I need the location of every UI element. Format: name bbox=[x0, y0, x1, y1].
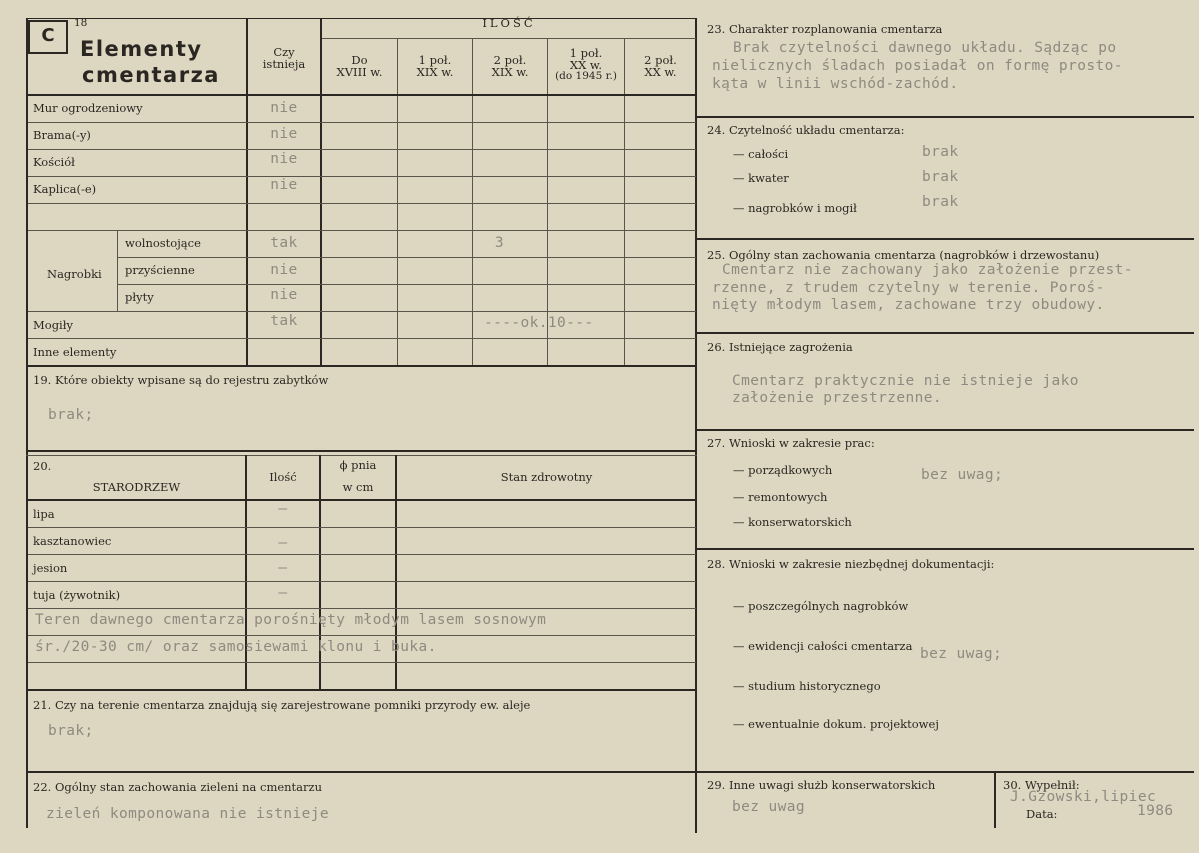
row-exists: nie bbox=[270, 177, 298, 193]
q20-pnia-unit: w cm bbox=[342, 480, 374, 494]
q24-item: — nagrobków i mogił bbox=[733, 201, 857, 215]
row-line bbox=[28, 662, 696, 663]
q27-item: — konserwatorskich bbox=[733, 515, 852, 529]
row-label: Brama(-y) bbox=[33, 128, 91, 142]
q24-answer: brak bbox=[922, 144, 959, 160]
q27-item: — remontowych bbox=[733, 490, 828, 504]
q26-label: 26. Istniejące zagrożenia bbox=[707, 340, 853, 354]
row-label: Kaplica(-e) bbox=[33, 182, 97, 196]
q28-item: — ewentualnie dokum. projektowej bbox=[733, 717, 939, 731]
tree-qty: – bbox=[278, 535, 288, 551]
q25-label: 25. Ogólny stan zachowania cmentarza (nagrobków i drzewostanu) bbox=[707, 248, 1100, 262]
header-c1-a: Do bbox=[351, 53, 368, 67]
row-label: Kościół bbox=[33, 155, 75, 169]
row-line bbox=[28, 554, 696, 555]
nagrobki-label: Nagrobki bbox=[47, 267, 102, 281]
q24-label: 24. Czytelność układu cmentarza: bbox=[707, 123, 905, 137]
tree-label: tuja (żywotnik) bbox=[33, 588, 121, 602]
q20-top bbox=[26, 455, 697, 456]
q27-bottom bbox=[697, 548, 1194, 550]
header-bottom-line bbox=[26, 94, 697, 96]
ilosc-underline bbox=[322, 38, 696, 39]
row-value: 3 bbox=[494, 235, 505, 251]
row-label: płyty bbox=[125, 290, 154, 304]
q27-item: — porządkowych bbox=[733, 463, 833, 477]
q21-label: 21. Czy na terenie cmentarza znajdują się zarejestrowane pomniki przyrody ew. aleje bbox=[33, 698, 531, 712]
q28-answer: bez uwag; bbox=[920, 646, 1003, 662]
tree-qty: – bbox=[278, 501, 288, 517]
col-line-c3 bbox=[472, 38, 473, 366]
q26-line1: Cmentarz praktycznie nie istnieje jako bbox=[732, 373, 1079, 389]
row-line bbox=[28, 581, 696, 582]
row-line bbox=[28, 635, 696, 636]
q19-answer: brak; bbox=[48, 407, 94, 423]
section-title-line1: Elementy bbox=[80, 37, 203, 61]
row-line bbox=[28, 311, 696, 312]
q23-line3: kąta w linii wschód-zachód. bbox=[712, 76, 959, 92]
q20-note-line2: śr./20-30 cm/ oraz samosiewami klonu i buka. bbox=[35, 639, 437, 655]
header-c5-b: XX w. bbox=[644, 65, 677, 79]
q20-stan: Stan zdrowotny bbox=[500, 470, 593, 484]
q25-line2: rzenne, z trudem czytelny w terenie. Poroś- bbox=[712, 280, 1105, 296]
q22-label: 22. Ogólny stan zachowania zieleni na cmentarzu bbox=[33, 780, 322, 794]
header-czy: Czy bbox=[273, 45, 295, 59]
q23-bottom bbox=[697, 116, 1194, 118]
q21-bottom bbox=[26, 771, 697, 773]
row-exists: tak bbox=[270, 235, 298, 251]
header-c4-c: (do 1945 r.) bbox=[555, 70, 617, 82]
q21-answer: brak; bbox=[48, 723, 94, 739]
row-exists: nie bbox=[270, 151, 298, 167]
q22-answer: zieleń komponowana nie istnieje bbox=[46, 806, 330, 822]
q20-title: STARODRZEW bbox=[92, 480, 181, 494]
q20-ilosc: Ilość bbox=[269, 470, 297, 484]
q26-bottom bbox=[697, 429, 1194, 431]
q25-bottom bbox=[697, 332, 1194, 334]
q28-label: 28. Wnioski w zakresie niezbędnej dokumentacji: bbox=[707, 557, 995, 571]
q28-item: — studium historycznego bbox=[733, 679, 881, 693]
q23-line2: nielicznych śladach posiadał on formę prosto- bbox=[712, 58, 1123, 74]
header-c2-b: XIX w. bbox=[416, 65, 454, 79]
row-line bbox=[117, 257, 696, 258]
row-exists: nie bbox=[270, 126, 298, 142]
tree-qty: – bbox=[278, 560, 288, 576]
q24-item: — całości bbox=[733, 147, 789, 161]
nagrobki-divider bbox=[117, 230, 118, 311]
left-border bbox=[26, 18, 28, 828]
q20-note-line1: Teren dawnego cmentarza porośnięty młodym lasem sosnowym bbox=[35, 612, 547, 628]
q24-answer: brak bbox=[922, 194, 959, 210]
tree-label: jesion bbox=[33, 561, 68, 575]
q23-line1: Brak czytelności dawnego układu. Sądząc po bbox=[733, 40, 1117, 56]
row-line bbox=[28, 608, 696, 609]
q28-item: — ewidencji całości cmentarza bbox=[733, 639, 913, 653]
row-line bbox=[28, 122, 696, 123]
q19-bottom bbox=[26, 450, 697, 452]
header-c5-a: 2 poł. bbox=[644, 53, 677, 67]
section-number: 18 bbox=[74, 17, 88, 29]
q24-item: — kwater bbox=[733, 171, 789, 185]
tree-qty: – bbox=[278, 585, 288, 601]
mogily-label: Mogiły bbox=[33, 318, 73, 332]
row-line bbox=[28, 527, 696, 528]
mogily-exists: tak bbox=[270, 313, 298, 329]
q29-answer: bez uwag bbox=[732, 799, 806, 815]
q30-data-label: Data: bbox=[1026, 807, 1058, 821]
row-label: wolnostojące bbox=[125, 236, 201, 250]
q20-header-bottom bbox=[26, 499, 697, 501]
q23-label: 23. Charakter rozplanowania cmentarza bbox=[707, 22, 943, 36]
header-c4-a: 1 poł. bbox=[569, 46, 603, 60]
q29-q30-divider bbox=[994, 773, 996, 828]
table-bottom-line bbox=[26, 365, 697, 367]
q30-name: J.Gzowski,lipiec bbox=[1010, 789, 1157, 805]
center-divider bbox=[695, 18, 697, 833]
q25-line3: nięty młodym lasem, zachowane trzy obudowy. bbox=[712, 297, 1105, 313]
inne-label: Inne elementy bbox=[33, 345, 117, 359]
q25-line1: Cmentarz nie zachowany jako założenie przest- bbox=[722, 262, 1133, 278]
q20-bottom bbox=[26, 689, 697, 691]
row-label: Mur ogrodzeniowy bbox=[33, 101, 143, 115]
q27-answer: bez uwag; bbox=[921, 467, 1004, 483]
section-title-line2: cmentarza bbox=[82, 63, 220, 87]
col-line-c5 bbox=[624, 38, 625, 366]
q28-item: — poszczególnych nagrobków bbox=[733, 599, 909, 613]
row-line bbox=[28, 338, 696, 339]
q26-line2: założenie przestrzenne. bbox=[732, 390, 942, 406]
header-c4-b: XX w. bbox=[569, 58, 603, 72]
header-c3-a: 2 poł. bbox=[493, 53, 527, 67]
row-line bbox=[28, 230, 696, 231]
row-line bbox=[117, 284, 696, 285]
row-line bbox=[28, 203, 696, 204]
row-label: przyścienne bbox=[125, 263, 195, 277]
header-c3-b: XIX w. bbox=[491, 65, 529, 79]
row-line bbox=[28, 149, 696, 150]
header-c1-b: XVIII w. bbox=[336, 65, 383, 79]
q20-num: 20. bbox=[33, 459, 52, 473]
tree-label: kasztanowiec bbox=[33, 534, 112, 548]
row-line bbox=[28, 176, 696, 177]
q24-bottom bbox=[697, 238, 1194, 240]
row-exists: nie bbox=[270, 100, 298, 116]
q30-label: 30. Wypełnił: bbox=[1003, 778, 1080, 792]
header-istnieja: istnieja bbox=[262, 57, 306, 71]
q28-bottom bbox=[697, 771, 1194, 773]
q19-label: 19. Które obiekty wpisane są do rejestru zabytków bbox=[33, 373, 329, 387]
q24-answer: brak bbox=[922, 169, 959, 185]
q20-pnia: ϕ pnia bbox=[339, 458, 377, 472]
q29-label: 29. Inne uwagi służb konserwatorskich bbox=[707, 778, 936, 792]
header-ilosc: ILOŚĆ bbox=[482, 16, 536, 30]
row-exists: nie bbox=[270, 262, 298, 278]
col-line-c2 bbox=[397, 38, 398, 366]
q27-label: 27. Wnioski w zakresie prac: bbox=[707, 436, 875, 450]
mogily-value: ----ok.10--- bbox=[484, 315, 594, 331]
q30-year: 1986 bbox=[1137, 803, 1174, 819]
row-exists: nie bbox=[270, 287, 298, 303]
tree-label: lipa bbox=[33, 507, 55, 521]
section-letter-box: C bbox=[28, 20, 68, 54]
header-c2-a: 1 poł. bbox=[418, 53, 452, 67]
